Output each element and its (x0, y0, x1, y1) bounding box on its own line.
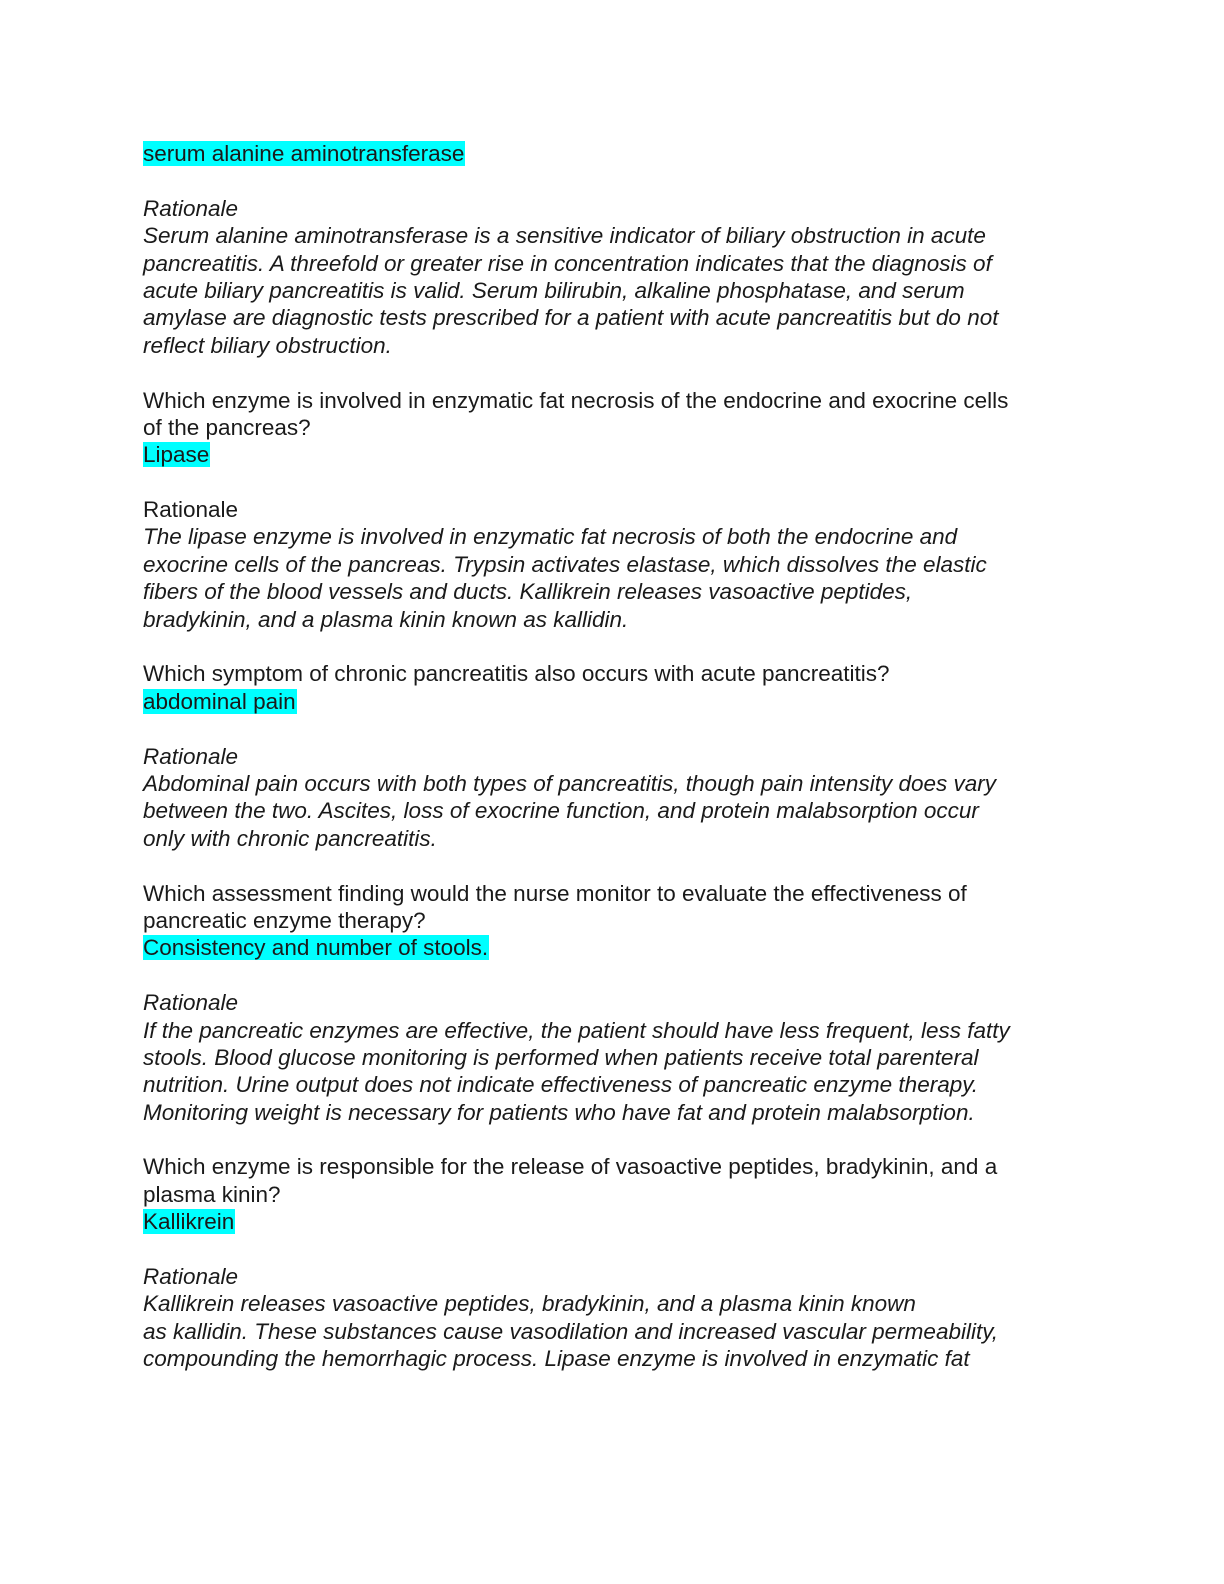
rationale-heading: Rationale (143, 743, 239, 769)
question-line: pancreatic enzyme therapy? (143, 907, 426, 933)
paragraph-gap (143, 1236, 1083, 1263)
rationale-line: amylase are diagnostic tests prescribed for a patient with acute pancreatitis but do not (143, 305, 999, 331)
paragraph-gap (143, 715, 1083, 742)
question-line: plasma kinin? (143, 1181, 281, 1207)
rationale-heading: Rationale (143, 497, 239, 523)
question-line: Which enzyme is involved in enzymatic fat necrosis of the endocrine and exocrine cells (143, 387, 1009, 413)
rationale-line: Kallikrein releases vasoactive peptides, bradykinin, and a plasma kinin known (143, 1291, 916, 1317)
rationale-line: fibers of the blood vessels and ducts. Kallikrein releases vasoactive peptides, (143, 579, 913, 605)
rationale-line: Abdominal pain occurs with both types of pancreatitis, though pain intensity does vary (143, 770, 996, 796)
highlighted-answer: abdominal pain (143, 688, 296, 714)
rationale-heading: Rationale (143, 1264, 239, 1290)
question-line: Which enzyme is responsible for the release of vasoactive peptides, bradykinin, and a (143, 1154, 998, 1180)
rationale-line: acute biliary pancreatitis is valid. Serum bilirubin, alkaline phosphatase, and serum (143, 277, 965, 303)
rationale-line: Monitoring weight is necessary for patients who have fat and protein malabsorption. (143, 1099, 975, 1125)
rationale-line: Serum alanine aminotransferase is a sensitive indicator of biliary obstruction in acute (143, 223, 986, 249)
rationale-line: The lipase enzyme is involved in enzymatic fat necrosis of both the endocrine and (143, 524, 958, 550)
paragraph-gap (143, 962, 1083, 989)
rationale-line: pancreatitis. A threefold or greater rise in concentration indicates that the diagnosis of (143, 250, 992, 276)
answer-line (143, 934, 1083, 961)
rationale-line: If the pancreatic enzymes are effective, the patient should have less frequent, less fatty (143, 1017, 1010, 1043)
rationale-line: bradykinin, and a plasma kinin known as kallidin. (143, 606, 629, 632)
question-line: Which symptom of chronic pancreatitis also occurs with acute pancreatitis? (143, 661, 890, 687)
rationale-line: as kallidin. These substances cause vasodilation and increased vascular permeability, (143, 1318, 999, 1344)
paragraph-gap (143, 167, 1083, 194)
paragraph-gap (143, 469, 1083, 496)
rationale-line: reflect biliary obstruction. (143, 332, 392, 358)
rationale-line: nutrition. Urine output does not indicate effectiveness of pancreatic enzyme therapy. (143, 1072, 979, 1098)
rationale-heading: Rationale (143, 990, 239, 1016)
paragraph-gap (143, 633, 1083, 660)
rationale-line: compounding the hemorrhagic process. Lipase enzyme is involved in enzymatic fat (143, 1346, 970, 1372)
question-line: of the pancreas? (143, 414, 311, 440)
highlighted-answer: serum alanine aminotransferase (143, 141, 465, 166)
rationale-line: between the two. Ascites, loss of exocrine function, and protein malabsorption occur (143, 798, 979, 824)
answer-line (143, 441, 1083, 468)
paragraph-gap (143, 1126, 1083, 1153)
answer-line (143, 1208, 1083, 1235)
highlighted-answer: Consistency and number of stools. (143, 935, 489, 961)
paragraph-gap (143, 852, 1083, 879)
answer-line (143, 140, 1083, 167)
document-content (143, 140, 1083, 1373)
rationale-line: stools. Blood glucose monitoring is performed when patients receive total parenteral (143, 1044, 979, 1070)
rationale-heading: Rationale (143, 195, 239, 221)
highlighted-answer: Lipase (143, 442, 210, 468)
rationale-line: exocrine cells of the pancreas. Trypsin activates elastase, which dissolves the elastic (143, 551, 987, 577)
rationale-line: only with chronic pancreatitis. (143, 825, 437, 851)
question-line: Which assessment finding would the nurse monitor to evaluate the effectiveness of (143, 880, 967, 906)
paragraph-gap (143, 359, 1083, 386)
highlighted-answer: Kallikrein (143, 1209, 235, 1235)
answer-line (143, 688, 1083, 715)
